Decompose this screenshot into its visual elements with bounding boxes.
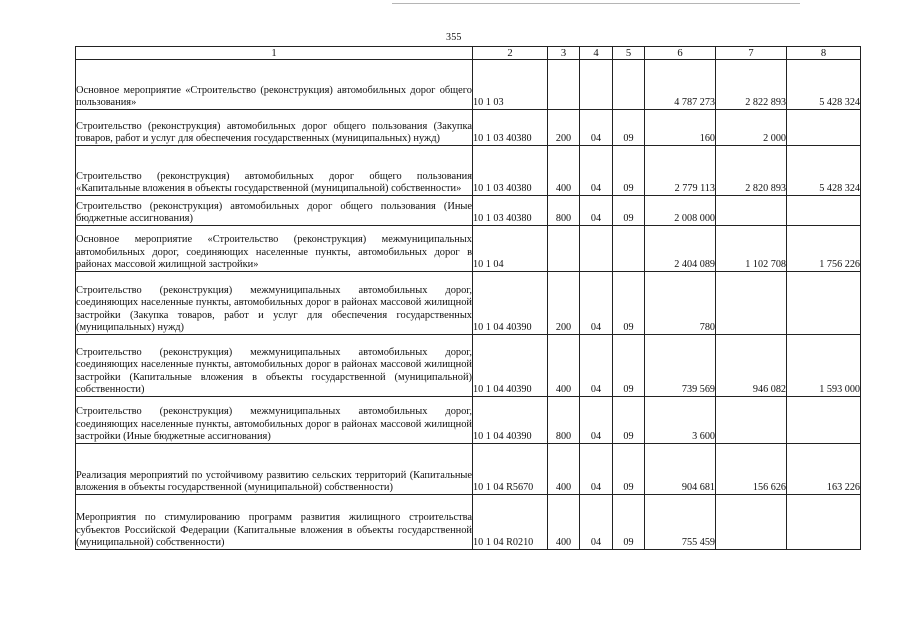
table-row (76, 495, 861, 550)
row-type-code: 200 (548, 110, 580, 146)
row-section: 04 (580, 397, 613, 444)
column-header: 3 (548, 47, 580, 60)
table-row (76, 110, 861, 146)
row-subsection: 09 (613, 272, 645, 335)
page-number: 355 (446, 32, 462, 43)
row-value-6: 4 787 273 (645, 60, 716, 110)
row-code: 10 1 03 40380 (473, 146, 548, 196)
row-code: 10 1 03 (473, 60, 548, 110)
column-header: 4 (580, 47, 613, 60)
row-value-8 (787, 495, 861, 550)
row-section: 04 (580, 110, 613, 146)
row-type-code (548, 60, 580, 110)
row-value-8: 1 756 226 (787, 226, 861, 272)
row-section: 04 (580, 335, 613, 397)
row-code: 10 1 04 (473, 226, 548, 272)
row-value-7 (716, 272, 787, 335)
row-code: 10 1 04 R0210 (473, 495, 548, 550)
row-description: Строительство (реконструкция) межмуниципальных автомобильных дорог, соединяющих населенные пункты, автомобильных дорог в районах массовой жилищной застройки (Иные бюджетные ассигнования) (76, 397, 473, 444)
row-section: 04 (580, 146, 613, 196)
row-type-code: 800 (548, 397, 580, 444)
row-description: Реализация мероприятий по устойчивому развитию сельских территорий (Капитальные вложения в объекты государственной (муниципальной) собственности) (76, 444, 473, 495)
table-row (76, 60, 861, 110)
row-value-6: 904 681 (645, 444, 716, 495)
row-value-7: 2 000 (716, 110, 787, 146)
row-code: 10 1 03 40380 (473, 110, 548, 146)
row-value-8: 5 428 324 (787, 60, 861, 110)
row-value-6: 2 008 000 (645, 196, 716, 226)
row-value-6: 739 569 (645, 335, 716, 397)
row-value-7: 2 822 893 (716, 60, 787, 110)
row-value-7: 156 626 (716, 444, 787, 495)
row-section (580, 226, 613, 272)
table-row (76, 335, 861, 397)
row-value-8: 163 226 (787, 444, 861, 495)
row-subsection: 09 (613, 196, 645, 226)
row-subsection: 09 (613, 444, 645, 495)
row-description: Строительство (реконструкция) межмуниципальных автомобильных дорог, соединяющих населенные пункты, автомобильных дорог в районах массовой жилищной застройки (Капитальные вложения в объекты государственной (муниципальной) собственности) (76, 335, 473, 397)
row-code: 10 1 04 40390 (473, 397, 548, 444)
column-header: 2 (473, 47, 548, 60)
row-value-8 (787, 397, 861, 444)
top-rule (392, 3, 800, 4)
budget-table (75, 46, 861, 550)
table-row (76, 146, 861, 196)
row-type-code: 400 (548, 335, 580, 397)
row-code: 10 1 04 40390 (473, 272, 548, 335)
table-row (76, 444, 861, 495)
column-header: 1 (76, 47, 473, 60)
table-row (76, 397, 861, 444)
row-section: 04 (580, 196, 613, 226)
row-value-6: 780 (645, 272, 716, 335)
row-subsection (613, 60, 645, 110)
table-row (76, 272, 861, 335)
row-type-code: 400 (548, 444, 580, 495)
row-type-code: 200 (548, 272, 580, 335)
column-header: 7 (716, 47, 787, 60)
table-row (76, 196, 861, 226)
row-value-8 (787, 110, 861, 146)
row-value-6: 3 600 (645, 397, 716, 444)
row-section: 04 (580, 272, 613, 335)
row-description: Основное мероприятие «Строительство (реконструкция) межмуниципальных автомобильных дорог, соединяющих населенные пункты, автомобильных дорог в районах массовой жилищной застройки» (76, 226, 473, 272)
row-value-7 (716, 495, 787, 550)
row-value-7: 2 820 893 (716, 146, 787, 196)
row-type-code: 400 (548, 146, 580, 196)
row-description: Основное мероприятие «Строительство (реконструкция) автомобильных дорог общего пользования» (76, 60, 473, 110)
row-value-6: 755 459 (645, 495, 716, 550)
row-subsection (613, 226, 645, 272)
column-header: 6 (645, 47, 716, 60)
row-value-7: 1 102 708 (716, 226, 787, 272)
row-value-7 (716, 397, 787, 444)
row-description: Строительство (реконструкция) автомобильных дорог общего пользования «Капитальные вложения в объекты государственной (муниципальной) собственности» (76, 146, 473, 196)
row-type-code: 800 (548, 196, 580, 226)
row-value-8: 1 593 000 (787, 335, 861, 397)
row-section (580, 60, 613, 110)
row-description: Строительство (реконструкция) автомобильных дорог общего пользования (Закупка товаров, работ и услуг для обеспечения государственных (муниципальных) нужд) (76, 110, 473, 146)
row-section: 04 (580, 495, 613, 550)
column-header: 5 (613, 47, 645, 60)
row-code: 10 1 04 R5670 (473, 444, 548, 495)
row-value-7 (716, 196, 787, 226)
row-value-6: 2 404 089 (645, 226, 716, 272)
row-value-8: 5 428 324 (787, 146, 861, 196)
row-value-6: 160 (645, 110, 716, 146)
row-subsection: 09 (613, 335, 645, 397)
column-header: 8 (787, 47, 861, 60)
row-subsection: 09 (613, 495, 645, 550)
row-type-code (548, 226, 580, 272)
header-row (76, 47, 861, 60)
row-type-code: 400 (548, 495, 580, 550)
row-code: 10 1 03 40380 (473, 196, 548, 226)
row-subsection: 09 (613, 397, 645, 444)
row-description: Мероприятия по стимулированию программ развития жилищного строительства субъектов Российской Федерации (Капитальные вложения в объекты государственной (муниципальной) собственности) (76, 495, 473, 550)
row-section: 04 (580, 444, 613, 495)
row-subsection: 09 (613, 146, 645, 196)
row-description: Строительство (реконструкция) автомобильных дорог общего пользования (Иные бюджетные ассигнования) (76, 196, 473, 226)
row-value-6: 2 779 113 (645, 146, 716, 196)
table-row (76, 226, 861, 272)
row-value-8 (787, 196, 861, 226)
row-value-8 (787, 272, 861, 335)
row-description: Строительство (реконструкция) межмуниципальных автомобильных дорог, соединяющих населенные пункты, автомобильных дорог в районах массовой жилищной застройки (Закупка товаров, работ и услуг для обеспечения государственных (муниципальных) нужд) (76, 272, 473, 335)
row-subsection: 09 (613, 110, 645, 146)
row-value-7: 946 082 (716, 335, 787, 397)
row-code: 10 1 04 40390 (473, 335, 548, 397)
